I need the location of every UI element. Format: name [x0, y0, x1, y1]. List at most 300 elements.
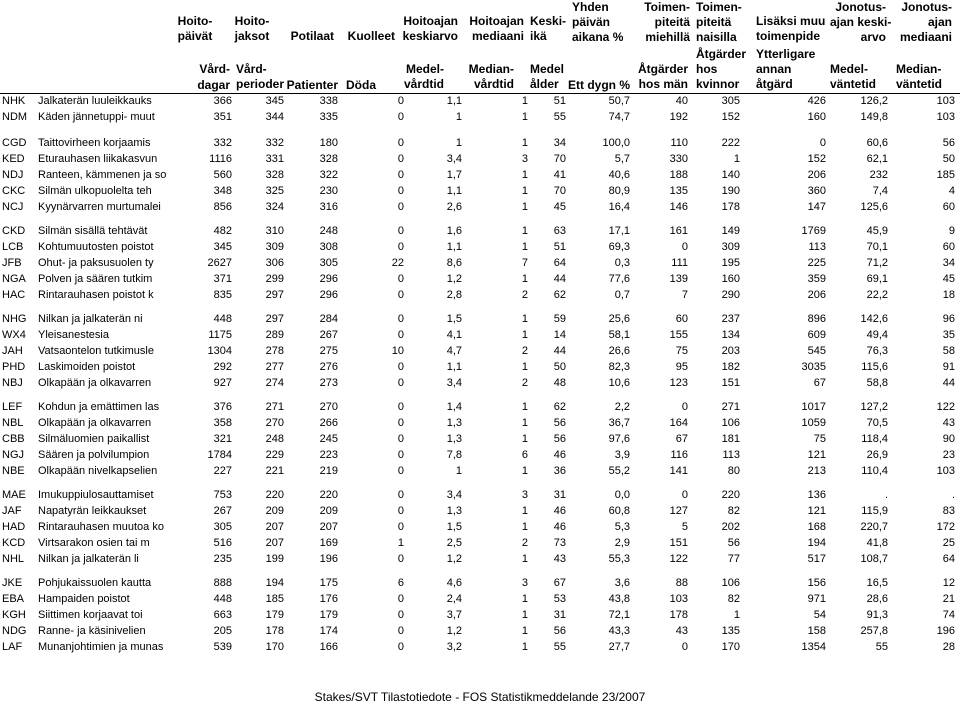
table-cell: 160	[807, 111, 826, 123]
table-cell: 0	[681, 241, 688, 253]
table-cell: 266	[319, 417, 338, 429]
table-cell: 67	[675, 433, 688, 445]
table-cell: 1	[521, 273, 528, 285]
table-cell: 9	[948, 225, 955, 237]
table-cell: 69,3	[608, 241, 630, 253]
table-cell: 12	[942, 577, 955, 589]
procedure-name: Olkapään ja olkavarren	[38, 377, 152, 389]
table-cell: 206	[807, 169, 826, 181]
col-hoitoajan-mediaani: Hoitoajan mediaani	[469, 14, 524, 43]
table-cell: 271	[265, 401, 284, 413]
table-cell: 888	[213, 577, 232, 589]
table-cell: 21	[942, 593, 955, 605]
table-cell: 1	[521, 313, 528, 325]
table-cell: 448	[213, 593, 232, 605]
col-toimen-naisilla: Toimen- piteitä naisilla	[696, 0, 742, 44]
table-cell: 1,5	[446, 521, 462, 533]
table-cell: 169	[319, 537, 338, 549]
table-row	[0, 487, 960, 503]
table-cell: 1,2	[446, 553, 462, 565]
table-cell: 56	[553, 625, 566, 637]
procedure-code: NGJ	[2, 449, 24, 461]
table-cell: 152	[807, 153, 826, 165]
table-cell: 55,2	[608, 465, 630, 477]
table-cell: 91,3	[866, 609, 888, 621]
table-cell: 82	[727, 505, 740, 517]
table-cell: 16,5	[866, 577, 888, 589]
table-cell: 284	[319, 313, 338, 325]
table-cell: 72,1	[608, 609, 630, 621]
table-cell: 2,2	[614, 401, 630, 413]
procedure-code: JAF	[2, 505, 22, 517]
table-cell: 0,7	[614, 289, 630, 301]
table-cell: 60,6	[866, 137, 888, 149]
table-cell: 3,9	[614, 449, 630, 461]
table-cell: 1,1	[446, 361, 462, 373]
table-cell: 4,1	[446, 329, 462, 341]
table-cell: 351	[213, 111, 232, 123]
procedure-name: Napatyrän leikkaukset	[38, 505, 147, 517]
procedure-name: Silmän ulkopuolelta teh	[38, 185, 152, 197]
col-hoitoajan-keskiarvo: Hoitoajan keskiarvo	[402, 14, 458, 43]
table-cell: 88	[675, 577, 688, 589]
table-cell: 41,8	[866, 537, 888, 549]
col-atgarder-kvinnor: Åtgärder hos kvinnor	[696, 47, 747, 91]
table-cell: 55	[875, 641, 888, 653]
table-cell: 205	[213, 625, 232, 637]
table-cell: 97,6	[608, 433, 630, 445]
table-cell: 58,8	[866, 377, 888, 389]
col-jonotus-keskiarvo: Jonotus- ajan keski- arvo	[830, 0, 892, 44]
table-cell: 51	[553, 95, 566, 107]
table-cell: 856	[213, 201, 232, 213]
procedure-name: Imukuppiulosauttamiset	[38, 489, 154, 501]
procedure-name: Kohdun ja emättimen las	[38, 401, 160, 413]
table-cell: 158	[807, 625, 826, 637]
table-cell: 125,6	[860, 201, 888, 213]
procedure-name: Nilkan ja jalkaterän ni	[38, 313, 143, 325]
table-cell: 0	[397, 201, 404, 213]
col-ytterligare: Ytterligare annan åtgärd	[756, 47, 816, 91]
table-cell: 149,8	[860, 111, 888, 123]
col-keski-ika: Keski- ikä	[530, 14, 567, 43]
procedure-code: NHK	[2, 95, 26, 107]
table-cell: 142,6	[860, 313, 888, 325]
col-doda: Döda	[346, 78, 376, 92]
table-cell: 67	[813, 377, 826, 389]
table-cell: 60	[942, 241, 955, 253]
col-ett-dygn: Ett dygn %	[568, 78, 630, 92]
table-cell: 45,9	[866, 225, 888, 237]
table-cell: 321	[213, 433, 232, 445]
table-cell: 3,2	[446, 641, 462, 653]
table-cell: 155	[669, 329, 688, 341]
table-cell: 180	[319, 137, 338, 149]
table-cell: 127	[669, 505, 688, 517]
table-cell: 213	[807, 465, 826, 477]
table-cell: 324	[265, 201, 284, 213]
table-cell: 7	[521, 257, 528, 269]
table-cell: 207	[319, 521, 338, 533]
table-cell: 22	[391, 257, 404, 269]
col-atgarder-man: Åtgärder hos män	[637, 62, 688, 91]
table-cell: 196	[936, 625, 955, 637]
table-cell: 1059	[801, 417, 826, 429]
procedure-code: NDJ	[2, 169, 24, 181]
procedure-name: Eturauhasen liikakasvun	[38, 153, 158, 165]
footer-text: Stakes/SVT Tilastotiedote - FOS Statistikmeddelande 23/2007	[314, 690, 646, 704]
table-cell: 222	[721, 137, 740, 149]
table-cell: 178	[265, 625, 284, 637]
procedure-code: NHG	[2, 313, 27, 325]
table-cell: 1	[521, 609, 528, 621]
table-cell: 232	[869, 169, 888, 181]
table-cell: 103	[669, 593, 688, 605]
procedure-code: JAH	[2, 345, 23, 357]
table-row	[0, 93, 960, 109]
table-cell: 296	[319, 273, 338, 285]
table-cell: 135	[721, 625, 740, 637]
table-cell: 113	[722, 449, 740, 461]
table-cell: 1	[455, 137, 462, 149]
table-cell: 62	[553, 289, 566, 301]
table-cell: 0	[397, 137, 404, 149]
table-cell: 1	[455, 111, 462, 123]
table-cell: 18	[942, 289, 955, 301]
table-cell: 0	[397, 361, 404, 373]
table-cell: 2	[521, 377, 528, 389]
table-cell: 136	[807, 489, 826, 501]
table-cell: 220	[319, 489, 338, 501]
table-cell: .	[951, 489, 955, 501]
table-cell: 106	[721, 417, 740, 429]
table-cell: 1	[521, 593, 528, 605]
table-row	[0, 167, 960, 183]
table-cell: 2,5	[446, 537, 462, 549]
table-cell: 235	[213, 553, 232, 565]
table-cell: 2	[521, 537, 528, 549]
table-cell: 122	[936, 401, 955, 413]
table-cell: 328	[319, 153, 338, 165]
table-cell: 10,6	[608, 377, 630, 389]
procedure-name: Nilkan ja jalkaterän li	[38, 553, 139, 565]
procedure-code: KGH	[2, 609, 26, 621]
procedure-name: Säären ja polvilumpion	[38, 449, 150, 461]
table-row	[0, 327, 960, 343]
table-cell: 1784	[207, 449, 232, 461]
table-cell: 270	[319, 401, 338, 413]
table-cell: 297	[265, 289, 284, 301]
table-cell: 267	[213, 505, 232, 517]
table-cell: 55	[553, 641, 566, 653]
table-row	[0, 639, 960, 655]
table-row	[0, 431, 960, 447]
col-yhden-paivan: Yhden päivän aikana %	[572, 0, 624, 44]
table-cell: 7,8	[446, 449, 462, 461]
table-cell: 161	[669, 225, 688, 237]
table-cell: 53	[553, 593, 566, 605]
table-cell: 0	[397, 289, 404, 301]
table-cell: 139	[669, 273, 688, 285]
table-cell: 60	[675, 313, 688, 325]
table-cell: 151	[721, 377, 740, 389]
table-cell: 1	[521, 185, 528, 197]
table-row	[0, 199, 960, 215]
table-cell: 299	[265, 273, 284, 285]
table-cell: 1,1	[446, 241, 462, 253]
table-cell: 1354	[801, 641, 826, 653]
table-cell: 426	[807, 95, 826, 107]
table-cell: 54	[813, 609, 826, 621]
table-cell: 160	[721, 273, 740, 285]
table-cell: 4,7	[446, 345, 462, 357]
table-cell: 609	[807, 329, 826, 341]
table-cell: 1	[521, 329, 528, 341]
table-header	[0, 0, 960, 100]
table-cell: 46	[553, 521, 566, 533]
table-cell: 196	[319, 553, 338, 565]
table-row	[0, 109, 960, 125]
table-cell: 331	[265, 153, 284, 165]
table-cell: 927	[213, 377, 232, 389]
table-cell: 110,4	[861, 465, 888, 477]
table-cell: 34	[553, 137, 566, 149]
table-cell: 1	[521, 465, 528, 477]
procedure-name: Pohjukaissuolen kautta	[38, 577, 152, 589]
table-cell: 0,0	[614, 489, 630, 501]
table-cell: 560	[213, 169, 232, 181]
table-cell: 332	[265, 137, 284, 149]
table-cell: 278	[265, 345, 284, 357]
procedure-code: NGA	[2, 273, 26, 285]
procedure-code: JKE	[2, 577, 23, 589]
table-cell: 225	[807, 257, 826, 269]
table-cell: 1	[521, 625, 528, 637]
table-cell: 3,4	[446, 489, 462, 501]
table-cell: 43,8	[608, 593, 630, 605]
table-cell: 1017	[801, 401, 826, 413]
table-cell: 34	[942, 257, 955, 269]
table-cell: 1	[733, 153, 740, 165]
procedure-code: LCB	[2, 241, 24, 253]
table-row	[0, 359, 960, 375]
table-cell: 3	[521, 153, 528, 165]
procedure-name: Munanjohtimien ja munas	[38, 641, 164, 653]
table-row	[0, 591, 960, 607]
table-cell: 172	[936, 521, 955, 533]
procedure-code: NBL	[2, 417, 24, 429]
table-cell: 170	[265, 641, 284, 653]
col-median-vardtid: Median- vårdtid	[468, 62, 514, 91]
table-cell: 36,7	[608, 417, 630, 429]
table-cell: 121	[807, 449, 826, 461]
table-cell: 2,6	[446, 201, 462, 213]
procedure-name: Laskimoiden poistot	[38, 361, 136, 373]
table-cell: 359	[807, 273, 826, 285]
table-cell: 135	[669, 185, 688, 197]
table-cell: 0	[397, 95, 404, 107]
table-cell: 1,4	[446, 401, 462, 413]
table-cell: 50	[942, 153, 955, 165]
procedure-code: JFB	[2, 257, 22, 269]
table-cell: 113	[808, 241, 826, 253]
table-cell: 151	[669, 537, 688, 549]
procedure-name: Silmän sisällä tehtävät	[38, 225, 148, 237]
table-cell: 2,4	[446, 593, 462, 605]
table-cell: 5,3	[614, 521, 630, 533]
table-cell: 306	[265, 257, 284, 269]
table-row	[0, 375, 960, 391]
col-medel-alder: Medel ålder	[530, 62, 565, 91]
table-cell: 188	[669, 169, 688, 181]
table-cell: 305	[721, 95, 740, 107]
col-median-vantetid: Median- väntetid	[896, 62, 943, 91]
col-medel-vantetid: Medel- väntetid	[830, 62, 877, 91]
table-cell: 229	[265, 449, 284, 461]
table-cell: 4,6	[446, 577, 462, 589]
col-patienter: Patienter	[286, 78, 338, 92]
table-row	[0, 311, 960, 327]
table-cell: 147	[807, 201, 826, 213]
table-cell: 48	[553, 377, 566, 389]
table-cell: 0	[397, 641, 404, 653]
table-row	[0, 447, 960, 463]
col-kuolleet: Kuolleet	[347, 29, 395, 43]
table-cell: 245	[319, 433, 338, 445]
table-cell: 182	[721, 361, 740, 373]
table-cell: 1,6	[446, 225, 462, 237]
table-cell: 43,3	[608, 625, 630, 637]
table-cell: 27,7	[608, 641, 630, 653]
table-cell: 40	[675, 95, 688, 107]
table-cell: 0	[397, 521, 404, 533]
table-cell: 220	[721, 489, 740, 501]
table-cell: 1116	[209, 153, 232, 165]
table-cell: 1	[521, 505, 528, 517]
table-cell: 1304	[207, 345, 232, 357]
table-cell: 0	[397, 313, 404, 325]
table-cell: 297	[265, 313, 284, 325]
table-cell: 14	[553, 329, 566, 341]
table-cell: 1,1	[446, 95, 462, 107]
table-cell: 0	[397, 609, 404, 621]
col-vard-top: Vård-	[199, 62, 230, 76]
table-cell: 35	[942, 329, 955, 341]
table-cell: 345	[265, 95, 284, 107]
table-cell: 82	[727, 593, 740, 605]
table-cell: 36	[553, 465, 566, 477]
table-cell: 663	[213, 609, 232, 621]
table-cell: 289	[265, 329, 284, 341]
table-cell: 5,7	[614, 153, 630, 165]
table-row	[0, 183, 960, 199]
table-cell: 56	[553, 417, 566, 429]
table-cell: 56	[942, 137, 955, 149]
procedure-name: Rintarauhasen poistot k	[38, 289, 154, 301]
table-cell: 545	[807, 345, 826, 357]
table-cell: 43	[675, 625, 688, 637]
table-cell: 0	[397, 625, 404, 637]
table-cell: 1	[521, 95, 528, 107]
table-cell: 70	[553, 153, 566, 165]
table-cell: 1	[521, 241, 528, 253]
table-cell: 358	[213, 417, 232, 429]
table-cell: 28,6	[866, 593, 888, 605]
table-cell: 17,1	[608, 225, 630, 237]
table-cell: 248	[319, 225, 338, 237]
procedure-code: NDM	[2, 111, 28, 123]
procedure-code: CGD	[2, 137, 27, 149]
table-cell: 1	[521, 361, 528, 373]
table-cell: 271	[721, 401, 740, 413]
table-cell: 344	[265, 111, 284, 123]
table-cell: 179	[265, 609, 284, 621]
table-cell: 1	[521, 169, 528, 181]
table-cell: 0	[397, 241, 404, 253]
table-cell: 40,6	[608, 169, 630, 181]
table-cell: 122	[669, 553, 688, 565]
table-cell: 3,4	[446, 153, 462, 165]
table-cell: 110	[670, 137, 688, 149]
table-cell: 1,3	[446, 417, 462, 429]
table-cell: 45	[942, 273, 955, 285]
table-cell: 5	[681, 521, 688, 533]
table-cell: 0	[397, 377, 404, 389]
table-cell: 185	[265, 593, 284, 605]
table-row	[0, 535, 960, 551]
table-cell: 46	[553, 505, 566, 517]
procedure-name: Virtsarakon osien tai m	[38, 537, 150, 549]
table-cell: 60,8	[608, 505, 630, 517]
table-cell: 95	[675, 361, 688, 373]
procedure-name: Olkapään ja olkavarren	[38, 417, 152, 429]
table-row	[0, 271, 960, 287]
procedure-code: MAE	[2, 489, 26, 501]
procedure-name: Kyynärvarren murtumalei	[38, 201, 161, 213]
procedure-name: Silmäluomien paikallist	[38, 433, 150, 445]
table-cell: 3	[521, 577, 528, 589]
table-cell: 181	[721, 433, 740, 445]
table-row	[0, 575, 960, 591]
table-cell: 308	[319, 241, 338, 253]
procedure-name: Taittovirheen korjaamis	[38, 137, 151, 149]
table-cell: 0	[397, 433, 404, 445]
table-cell: 168	[807, 521, 826, 533]
table-cell: 176	[319, 593, 338, 605]
col-toimen-miehilla: Toimen- piteitä miehillä	[644, 0, 690, 44]
table-cell: 345	[213, 241, 232, 253]
table-cell: 50	[553, 361, 566, 373]
table-cell: 0	[397, 111, 404, 123]
table-cell: 185	[936, 169, 955, 181]
table-cell: 207	[265, 521, 284, 533]
table-cell: 126,2	[860, 95, 888, 107]
table-cell: 1	[733, 609, 740, 621]
table-row	[0, 399, 960, 415]
table-row	[0, 607, 960, 623]
table-cell: 58,1	[608, 329, 630, 341]
table-cell: 26,9	[866, 449, 888, 461]
table-cell: 164	[669, 417, 688, 429]
procedure-name: Hampaiden poistot	[38, 593, 130, 605]
procedure-code: CBB	[2, 433, 25, 445]
table-cell: 248	[265, 433, 284, 445]
table-cell: 0	[397, 169, 404, 181]
col-medel-vardtid: Medel- vårdtid	[403, 62, 444, 91]
table-cell: 3	[521, 489, 528, 501]
table-cell: 1	[521, 401, 528, 413]
table-cell: 69,1	[866, 273, 888, 285]
